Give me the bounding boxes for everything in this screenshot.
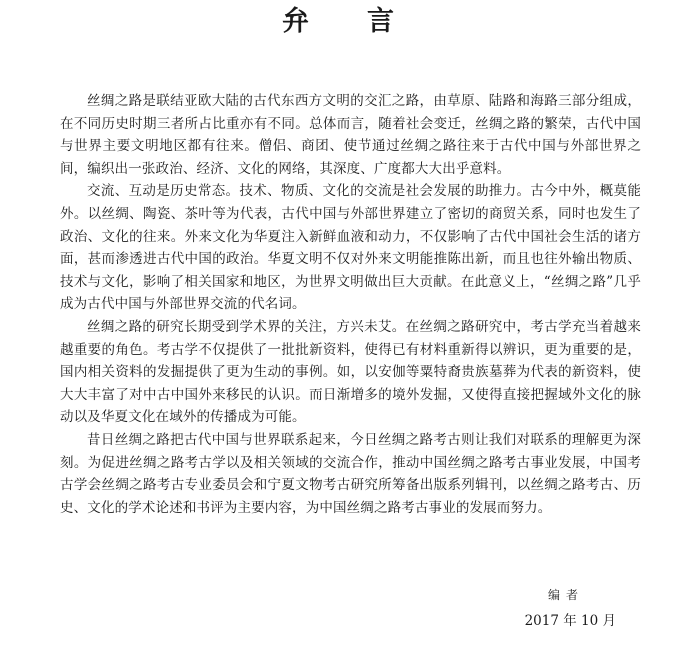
paragraph-1: 丝绸之路是联结亚欧大陆的古代东西方文明的交汇之路，由草原、陆路和海路三部分组成，在不同历史时期三者所占比重亦有不同。总体而言，随着社会变迁，丝绸之路的繁荣，古代中国与世界主要文明地区都有往来。僧侣、商团、使节通过丝绸之路往来于古代中国与外部世界之间，编织出一张政治、经济、文化的网络，其深度、广度都大大出乎意料。 xyxy=(60,93,641,177)
signature-author: 编者 xyxy=(547,588,584,602)
page-title: 弁言 xyxy=(282,6,452,37)
paragraph-4: 昔日丝绸之路把古代中国与世界联系起来，今日丝绸之路考古则让我们对联系的理解更为深刻。为促进丝绸之路考古学以及相关领域的交流合作，推动中国丝绸之路考古事业发展，中国考古学会丝绸之路考古专业委员会和宁夏文物考古研究所筹备出版系列辑刊，以丝绸之路考古、历史、文化的学术论述和书评为主要内容，为中国丝绸之路考古事业的发展而努力。 xyxy=(60,431,641,516)
signature-date: 2017 年 10 月 xyxy=(524,613,616,629)
paragraph-2: 交流、互动是历史常态。技术、物质、文化的交流是社会发展的助推力。古今中外，概莫能外。以丝绸、陶瓷、茶叶等为代表，古代中国与外部世界建立了密切的商贸关系，同时也发生了政治、文化的往来。外来文化为华夏注入新鲜血液和动力，不仅影响了古代中国社会生活的诸方面，甚而渗透进古代中国的政治。华夏文明不仅对外来文明能推陈出新，而且也往外输出物质、技术与文化，影响了相关国家和地区，为世界文明做出巨大贡献。在此意义上，“丝绸之路”几乎成为古代中国与外部世界交流的代名词。 xyxy=(60,183,641,313)
preface-body xyxy=(60,90,641,519)
paragraph-3: 丝绸之路的研究长期受到学术界的关注，方兴未艾。在丝绸之路研究中，考古学充当着越来越重要的角色。考古学不仅提供了一批批新资料，使得已有材料重新得以辨识，更为重要的是，国内相关资料的发掘提供了更为生动的事例。如，以安伽等粟特裔贵族墓葬为代表的新资料，使大大丰富了对中古中国外来移民的认识。而日渐增多的境外发掘，又使得直接把握域外文化的脉动以及华夏文化在域外的传播成为可能。 xyxy=(60,318,641,426)
